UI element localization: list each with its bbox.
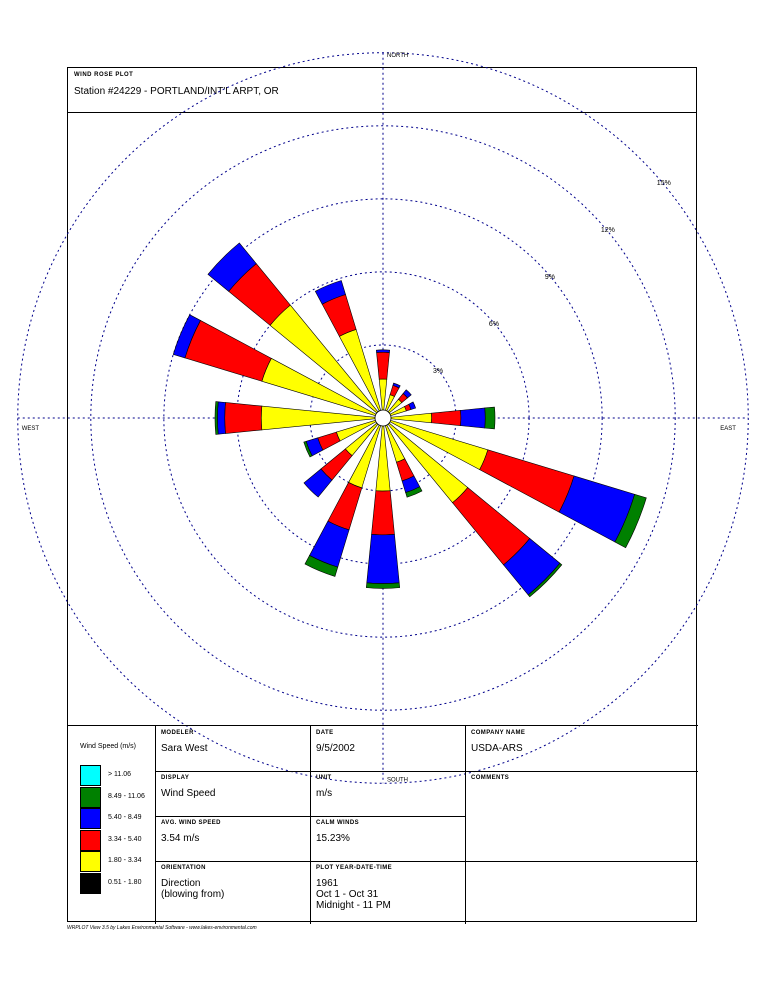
legend-label: 1.80 - 3.34 [108,857,142,864]
ring-label: 6% [488,321,500,329]
legend-swatch [80,765,101,786]
calm-winds-label: CALM WINDS [316,820,359,826]
compass-west-label: WEST [21,426,40,432]
petal-n-bin-3 [376,350,389,353]
plot-type-label: WIND ROSE PLOT [74,72,134,78]
plot-hours: Midnight - 11 PM [316,900,391,911]
modeler-label: MODELER [161,730,194,736]
legend-swatch [80,808,101,829]
petal-s-bin-2 [372,491,395,535]
company-label: COMPANY NAME [471,730,526,736]
comments-cell [465,771,698,861]
date-label: DATE [316,730,334,736]
info-panel [68,725,698,923]
compass-east-label: EAST [720,426,736,432]
petal-w-bin-2 [225,402,262,433]
ring-label: 9% [544,274,556,282]
legend-title: Wind Speed (m/s) [80,743,137,750]
petal-w-bin-3 [217,402,225,434]
modeler-cell [155,726,310,771]
date-value: 9/5/2002 [316,743,355,754]
compass-south-label: SOUTH [387,777,408,784]
plot-year: 1961 [316,878,339,889]
orientation-cell [155,861,310,924]
orientation-line-1: Direction [161,878,201,889]
date-cell [310,726,465,771]
calm-winds-value: 15.23% [316,833,350,844]
display-label: DISPLAY [161,775,190,781]
avg-speed-label: AVG. WIND SPEED [161,820,221,826]
legend-label: 5.40 - 8.49 [108,814,142,821]
plot-header [68,68,696,113]
footer-credit: WRPLOT View 3.5 by Lakes Environmental Software - www.lakes-environmental.com [67,925,257,931]
avg-speed-cell [155,816,310,861]
ring-label: 3% [432,368,444,376]
petal-wnw-bin-2 [185,320,271,381]
orientation-line-2: (blowing from) [161,889,225,900]
plot-frame [21,52,736,922]
legend-swatch [80,787,101,808]
empty-cell [465,861,698,924]
ring-label: 12% [600,227,615,235]
legend-label: 3.34 - 5.40 [108,835,142,843]
unit-cell [310,771,465,816]
avg-speed-value: 3.54 m/s [161,833,200,844]
plot-time-label: PLOT YEAR-DATE-TIME [316,865,393,871]
company-cell [465,726,698,771]
modeler-value: Sara West [161,743,208,754]
plot-time-value [316,878,391,911]
display-value: Wind Speed [161,788,216,799]
legend-swatch [80,873,101,894]
petal-s-bin-3 [367,534,399,583]
calm-winds-cell [310,816,465,861]
petal-e-bin-4 [485,407,495,429]
calm-circle [375,410,391,426]
petal-s-bin-4 [366,583,399,589]
orientation-value [161,878,224,900]
petal-ese-bin-2 [480,450,574,512]
company-value: USDA-ARS [471,743,523,754]
ring-label: 15% [656,180,671,188]
unit-label: UNIT [316,775,332,781]
station-title: Station #24229 - PORTLAND/INT'L ARPT, OR [74,86,279,97]
plot-dates: Oct 1 - Oct 31 [316,889,379,900]
orientation-label: ORIENTATION [161,865,206,871]
comments-label: COMMENTS [471,775,510,781]
legend-label: 0.51 - 1.80 [108,878,142,886]
display-cell [155,771,310,816]
compass-north-label: NORTH [387,52,409,59]
petal-ssw-bin-2 [328,482,362,529]
petal-e-bin-2 [431,410,460,425]
legend-label: 8.49 - 11.06 [108,792,145,800]
legend-label: > 11.06 [108,771,132,778]
legend-swatch [80,830,101,851]
legend-swatch [80,851,101,872]
unit-value: m/s [316,788,333,799]
plot-time-cell [310,861,465,924]
petal-n-bin-2 [377,352,390,379]
petal-e-bin-3 [461,408,486,428]
